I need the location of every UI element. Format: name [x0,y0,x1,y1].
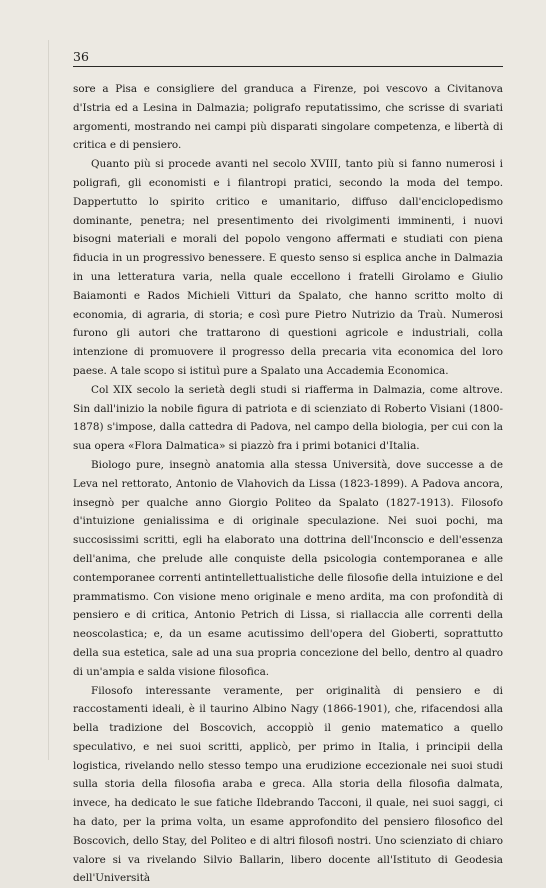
page-number: 36 [73,50,89,64]
paragraph: Col XIX secolo la serietà degli studi si riafferma in Dalmazia, come altrove. Sin dall'inizio la nobile figura di patriota e di scienziato di Roberto Visiani (1800-1878) s'impose, dalla cattedra di Padova, nel campo della biologia, per cui con la sua opera «Flora Dalmatica» si piazzò fra i primi botanici d'Italia. [73,381,503,456]
paragraph: Filosofo interessante veramente, per originalità di pensiero e di raccostamenti ideali, è il taurino Albino Nagy (1866-1901), che, rifacendosi alla bella tradizione del Boscovich, accoppiò il genio matematico a quello speculativo, e nei suoi scritti, applicò, per primo in Italia, i principii della logistica, rivelando nello stesso tempo una erudizione eccezionale nei suoi studi sulla storia della filosofia araba e greca. Alla storia della filosofia dalmata, invece, ha dedicato le sue fatiche Ildebrando Tacconi, il quale, nei suoi saggi, ci ha dato, per la prima volta, un esame approfondito del pensiero filosofico del Boscovich, dello Stay, del Politeo e di altri filosofi nostri. Uno scienziato di chiaro valore si va rivelando Silvio Ballarin, libero docente all'Istituto di Geodesia dell'Università [73,682,503,888]
header-rule [73,66,503,67]
paragraph: Biologo pure, insegnò anatomia alla stessa Università, dove successe a de Leva nel rettorato, Antonio de Vlahovich da Lissa (1823-1899). A Padova ancora, insegnò per qualche anno Giorgio Politeo da Spalato (1827-1913). Filosofo d'intuizione genialissima e di originale speculazione. Nei suoi pochi, ma succosissimi scritti, egli ha elaborato una dottrina dell'Inconscio e dell'essenza dell'anima, che prelude alle conquiste della psicologia contemporanea e alle contemporanee correnti antintellettualistiche delle filosofie della intuizione e del prammatismo. Con visione meno originale e meno ardita, ma con profondità di pensiero e di critica, Antonio Petrich di Lissa, si riallaccia alle correnti della neoscolastica; e, da un esame acutissimo dell'opera del Gioberti, soprattutto della sua estetica, sale ad una sua propria concezione del bello, dentro al quadro di un'ampia e salda visione filosofica. [73,456,503,682]
scan-crease [48,40,49,760]
paragraph: sore a Pisa e consigliere del granduca a Firenze, poi vescovo a Civitanova d'Istria ed a Lesina in Dalmazia; poligrafo reputatissimo, che scrisse di svariati argomenti, mostrando nei campi più disparati singolare competenza, e libertà di critica e di pensiero. [73,80,503,155]
paragraph: Quanto più si procede avanti nel secolo XVIII, tanto più si fanno numerosi i poligrafi, gli economisti e i filantropi pratici, secondo la moda del tempo. Dappertutto lo spirito critico e umanitario, diffuso dall'enciclopedismo dominante, penetra; nel presentimento dei rivolgimenti imminenti, i nuovi bisogni materiali e morali del popolo vengono affermati e studiati con piena fiducia in un progressivo benessere. E questo senso si esplica anche in Dalmazia in una letteratura varia, nella quale eccellono i fratelli Girolamo e Giulio Baiamonti e Rados Michieli Vitturi da Spalato, che hanno scritto molto di economia, di agraria, di storia; e così pure Pietro Nutrizio da Traù. Numerosi furono gli autori che trattarono di questioni agricole e industriali, colla intenzione di promuovere il progresso della precaria vita economica del loro paese. A tale scopo si istituì pure a Spalato una Accademia Economica. [73,155,503,381]
body-text [73,80,503,888]
